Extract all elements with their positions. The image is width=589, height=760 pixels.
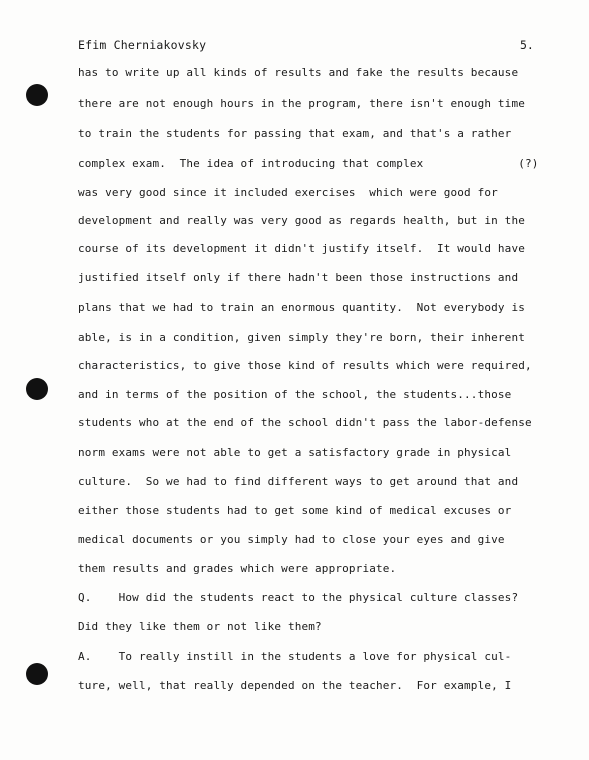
text-line: norm exams were not able to get a satisfactory grade in physical [78,446,512,459]
text-line: to train the students for passing that exam, and that's a rather [78,127,512,140]
text-line: plans that we had to train an enormous quantity. Not everybody is [78,301,525,314]
text-line: was very good since it included exercises which were good for [78,186,498,199]
text-line: complex exam. The idea of introducing that complex (?) [78,157,539,170]
interviewee-name: Efim Cherniakovsky [78,38,207,52]
punch-hole-bottom [26,663,48,685]
text-line: development and really was very good as regards health, but in the [78,214,525,227]
text-line: Did they like them or not like them? [78,620,322,633]
text-line: course of its development it didn't justify itself. It would have [78,242,525,255]
text-line: medical documents or you simply had to close your eyes and give [78,533,505,546]
text-line: and in terms of the position of the school, the students...those [78,388,512,401]
text-line: them results and grades which were appropriate. [78,562,397,575]
text-line: ture, well, that really depended on the teacher. For example, I [78,679,512,692]
text-line: able, is in a condition, given simply they're born, their inherent [78,331,525,344]
punch-hole-top [26,84,48,106]
text-line: there are not enough hours in the program, there isn't enough time [78,97,525,110]
punch-hole-middle [26,378,48,400]
text-line: either those students had to get some kind of medical excuses or [78,504,512,517]
answer-line: A. To really instill in the students a love for physical cul- [78,650,512,663]
question-line: Q. How did the students react to the physical culture classes? [78,591,519,604]
text-line: students who at the end of the school didn't pass the labor-defense [78,416,532,429]
text-line: has to write up all kinds of results and fake the results because [78,66,519,79]
text-line: characteristics, to give those kind of results which were required, [78,359,532,372]
text-line: justified itself only if there hadn't been those instructions and [78,271,519,284]
text-line: culture. So we had to find different ways to get around that and [78,475,519,488]
page-number: 5. [520,38,534,52]
